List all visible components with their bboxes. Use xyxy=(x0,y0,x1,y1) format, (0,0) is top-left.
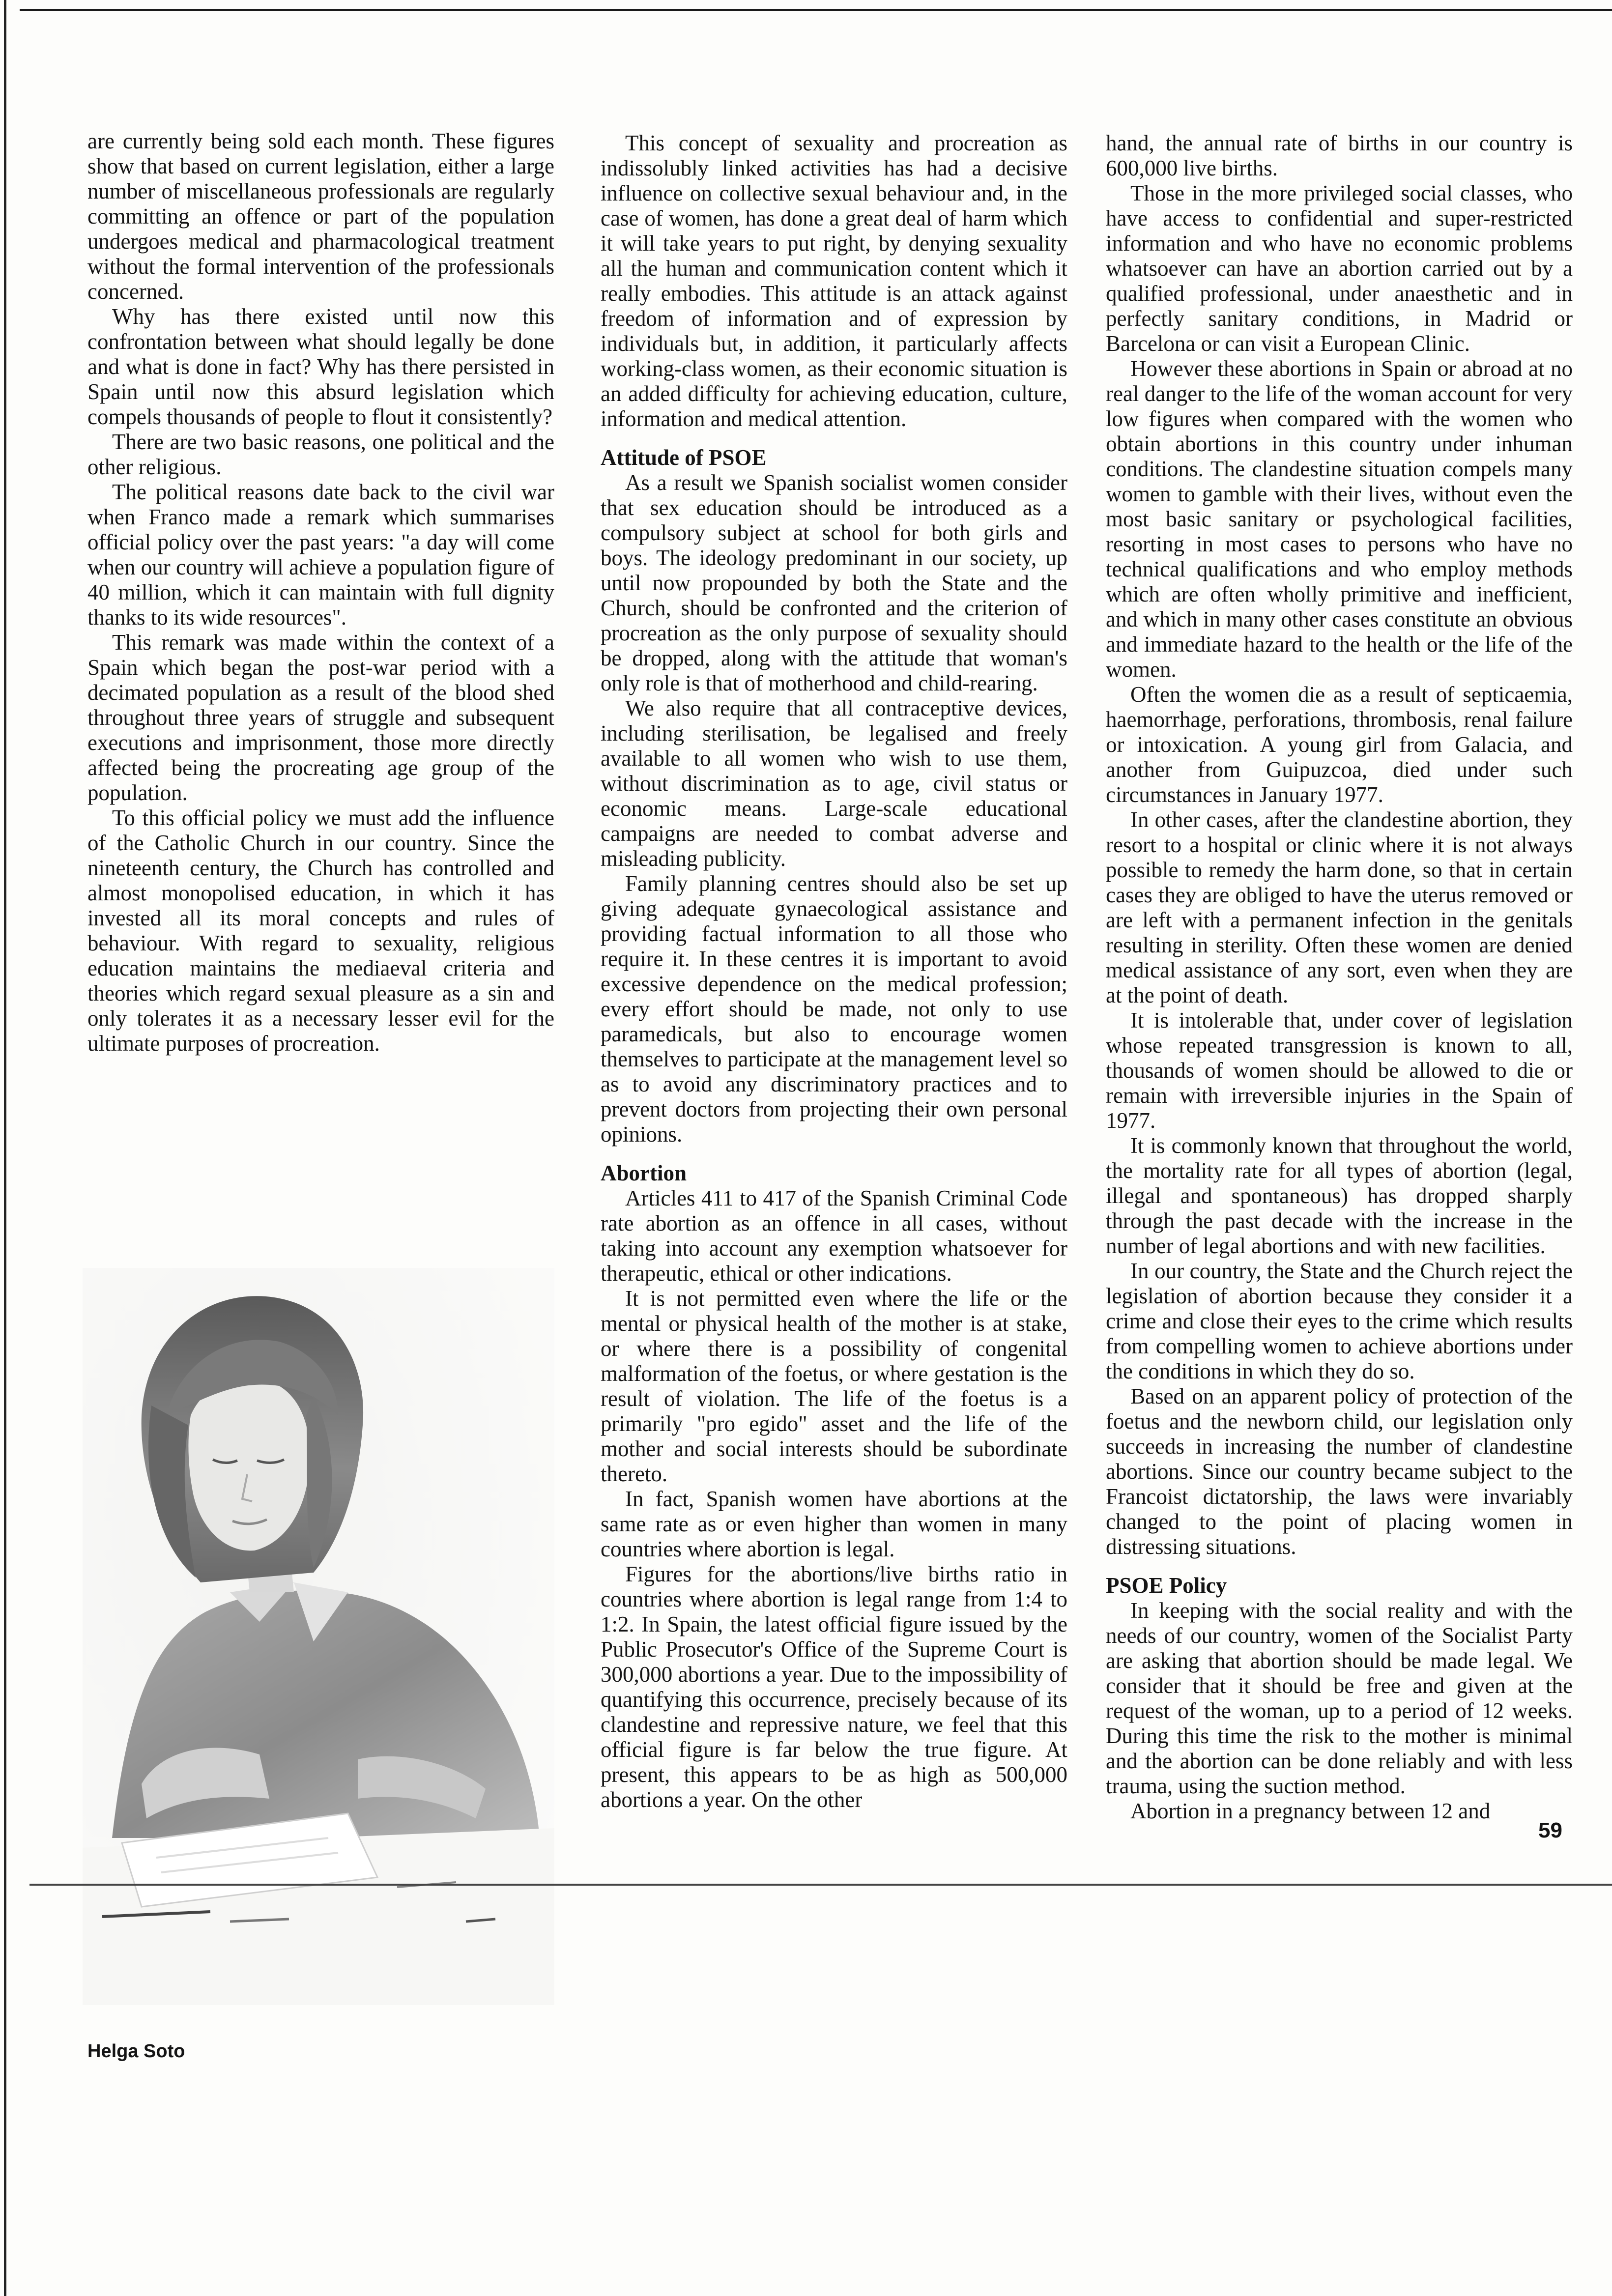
paragraph: are currently being sold each month. These figures show that based on current legislation, either a large number of miscellaneous professionals are regularly committing an offence or part of the population undergoes medical and pharmacological treatment without the formal intervention of the professionals concerned. xyxy=(87,129,554,304)
paragraph: Those in the more privileged social classes, who have access to confidential and super-restricted information and who have no economic problems whatsoever can have an abortion carried out by a qualified professional, under anaesthetic and in perfectly sanitary conditions, in Madrid or Barcelona or can visit a European Clinic. xyxy=(1106,181,1573,356)
paragraph: In other cases, after the clandestine abortion, they resort to a hospital or clinic where it is not always possible to remedy the harm done, so that in certain cases they are obliged to have the uterus removed or are left with a permanent infection in the genitals resulting in sterility. Often these women are denied medical assistance of any sort, even when they are at the point of death. xyxy=(1106,807,1573,1007)
paragraph: hand, the annual rate of births in our country is 600,000 live births. xyxy=(1106,131,1573,180)
paragraph: This remark was made within the context of a Spain which began the post-war period with a decimated population as a result of the blood shed throughout three years of struggle and subsequent executions and imprisonment, those more directly affected being the procreating age group of the population. xyxy=(87,630,554,805)
paragraph: The political reasons date back to the civil war when Franco made a remark which summarises official policy over the past years: "a day will come when our country will achieve a population figure of 40 million, which it can maintain with full dignity thanks to its wide resources". xyxy=(87,480,554,630)
paragraph: It is commonly known that throughout the world, the mortality rate for all types of abortion (legal, illegal and spontaneous) has dropped sharply through the past decade with the increase in the number of legal abortions and with new facilities. xyxy=(1106,1133,1573,1258)
photo-caption: Helga Soto xyxy=(87,2041,185,2062)
bottom-rule xyxy=(29,1884,1612,1886)
paragraph: It is not permitted even where the life or the mental or physical health of the mother is at stake, or where there is a possibility of congenital malformation of the foetus, or where gestation is the result of violation. The life of the foetus is a primarily "pro egido" asset and the life of the mother and social interests should be subordinate thereto. xyxy=(601,1286,1067,1486)
section-heading: Attitude of PSOE xyxy=(601,445,767,470)
paragraph: This concept of sexuality and procreation as indissolubly linked activities has had a decisive influence on collective sexual behaviour and, in the case of women, has done a great deal of harm which it will take years to put right, by denying sexuality all the human and communication content which it really embodies. This attitude is an attack against freedom of information and of expression by individuals but, in addition, it particularly affects working-class women, as their economic situation is an added difficulty for achieving education, culture, information and medical attention. xyxy=(601,131,1067,431)
paragraph: In keeping with the social reality and with the needs of our country, women of the Socialist Party are asking that abortion should be made legal. We consider that it should be free and given at the request of the woman, up to a period of 12 weeks. During this time the risk to the mother is minimal and the abortion can be done reliably and with less trauma, using the suction method. xyxy=(1106,1598,1573,1798)
paragraph: As a result we Spanish socialist women consider that sex education should be introduced as a compulsory subject at school for both girls and boys. The ideology predominant in our society, up until now propounded by both the State and the Church, should be confronted and the criterion of procreation as the only purpose of sexuality should be dropped, along with the attitude that woman's only role is that of motherhood and child-rearing. xyxy=(601,470,1067,695)
left-margin-rule xyxy=(4,0,6,2296)
paragraph: Why has there existed until now this confrontation between what should legally be done and what is done in fact? Why has there persisted in Spain until now this absurd legislation which compels thousands of people to flout it consistently? xyxy=(87,304,554,429)
column-1 xyxy=(87,129,554,1056)
paragraph: Family planning centres should also be set up giving adequate gynaecological assistance and providing factual information to all those who require it. In these centres it is important to avoid excessive dependence on the medical profession; every effort should be made, not only to use paramedicals, but also to encourage women themselves to participate at the management level so as to avoid any discriminatory practices and to prevent doctors from projecting their own personal opinions. xyxy=(601,871,1067,1147)
paragraph: In fact, Spanish women have abortions at the same rate as or even higher than women in many countries where abortion is legal. xyxy=(601,1487,1067,1561)
paragraph: There are two basic reasons, one political and the other religious. xyxy=(87,430,554,479)
paragraph: Based on an apparent policy of protection of the foetus and the newborn child, our legislation only succeeds in increasing the number of clandestine abortions. Since our country became subject to the Francoist dictatorship, the laws were invariably changed to the point of placing women in distressing situations. xyxy=(1106,1384,1573,1559)
paragraph: However these abortions in Spain or abroad at no real danger to the life of the woman account for very low figures when compared with the women who obtain abortions in this country under inhuman conditions. The clandestine situation compels many women to gamble with their lives, without even the most basic sanitary or psychological facilities, resorting in most cases to persons who have no technical qualifications and who employ methods which are often wholly primitive and inefficient, and which in many other cases constitute an obvious and immediate hazard to the health or the life of the women. xyxy=(1106,356,1573,682)
section-heading: Abortion xyxy=(601,1161,687,1185)
photo-woman-reading xyxy=(83,1268,554,2005)
paragraph: It is intolerable that, under cover of legislation whose repeated transgression is known to all, thousands of women should be allowed to die or remain with irreversible injuries in the Spain of 1977. xyxy=(1106,1008,1573,1133)
paragraph: In our country, the State and the Church reject the legislation of abortion because they consider it a crime and close their eyes to the crime which results from compelling women to achieve abortions under the conditions in which they do so. xyxy=(1106,1259,1573,1383)
paragraph: We also require that all contraceptive devices, including sterilisation, be legalised and freely available to all women who wish to use them, without discrimination as to age, civil status or economic means. Large-scale educational campaigns are needed to combat adverse and misleading publicity. xyxy=(601,696,1067,871)
paragraph: Often the women die as a result of septicaemia, haemorrhage, perforations, thrombosis, renal failure or intoxication. A young girl from Galacia, and another from Guipuzcoa, died under such circumstances in January 1977. xyxy=(1106,682,1573,807)
paragraph: To this official policy we must add the influence of the Catholic Church in our country. Since the nineteenth century, the Church has controlled and almost monopolised education, in which it has invested all its moral concepts and rules of behaviour. With regard to sexuality, religious education maintains the mediaeval criteria and theories which regard sexual pleasure as a sin and only tolerates it as a necessary lesser evil for the ultimate purposes of procreation. xyxy=(87,805,554,1056)
page-number: 59 xyxy=(1538,1818,1562,1842)
column-2 xyxy=(601,131,1067,1812)
paragraph: Figures for the abortions/live births ratio in countries where abortion is legal range from 1:4 to 1:2. In Spain, the latest official figure issued by the Public Prosecutor's Office of the Supreme Court is 300,000 abortions a year. Due to the impossibility of quantifying this occurrence, precisely because of its clandestine and repressive nature, we feel that this official figure is far below the true figure. At present, this appears to be as high as 500,000 abortions a year. On the other xyxy=(601,1562,1067,1812)
paragraph: Articles 411 to 417 of the Spanish Criminal Code rate abortion as an offence in all cases, without taking into account any exemption whatsoever for therapeutic, ethical or other indications. xyxy=(601,1186,1067,1286)
column-3 xyxy=(1106,131,1573,1824)
paragraph: Abortion in a pregnancy between 12 and xyxy=(1130,1799,1491,1823)
section-heading: PSOE Policy xyxy=(1106,1573,1227,1598)
top-rule xyxy=(20,9,1612,11)
